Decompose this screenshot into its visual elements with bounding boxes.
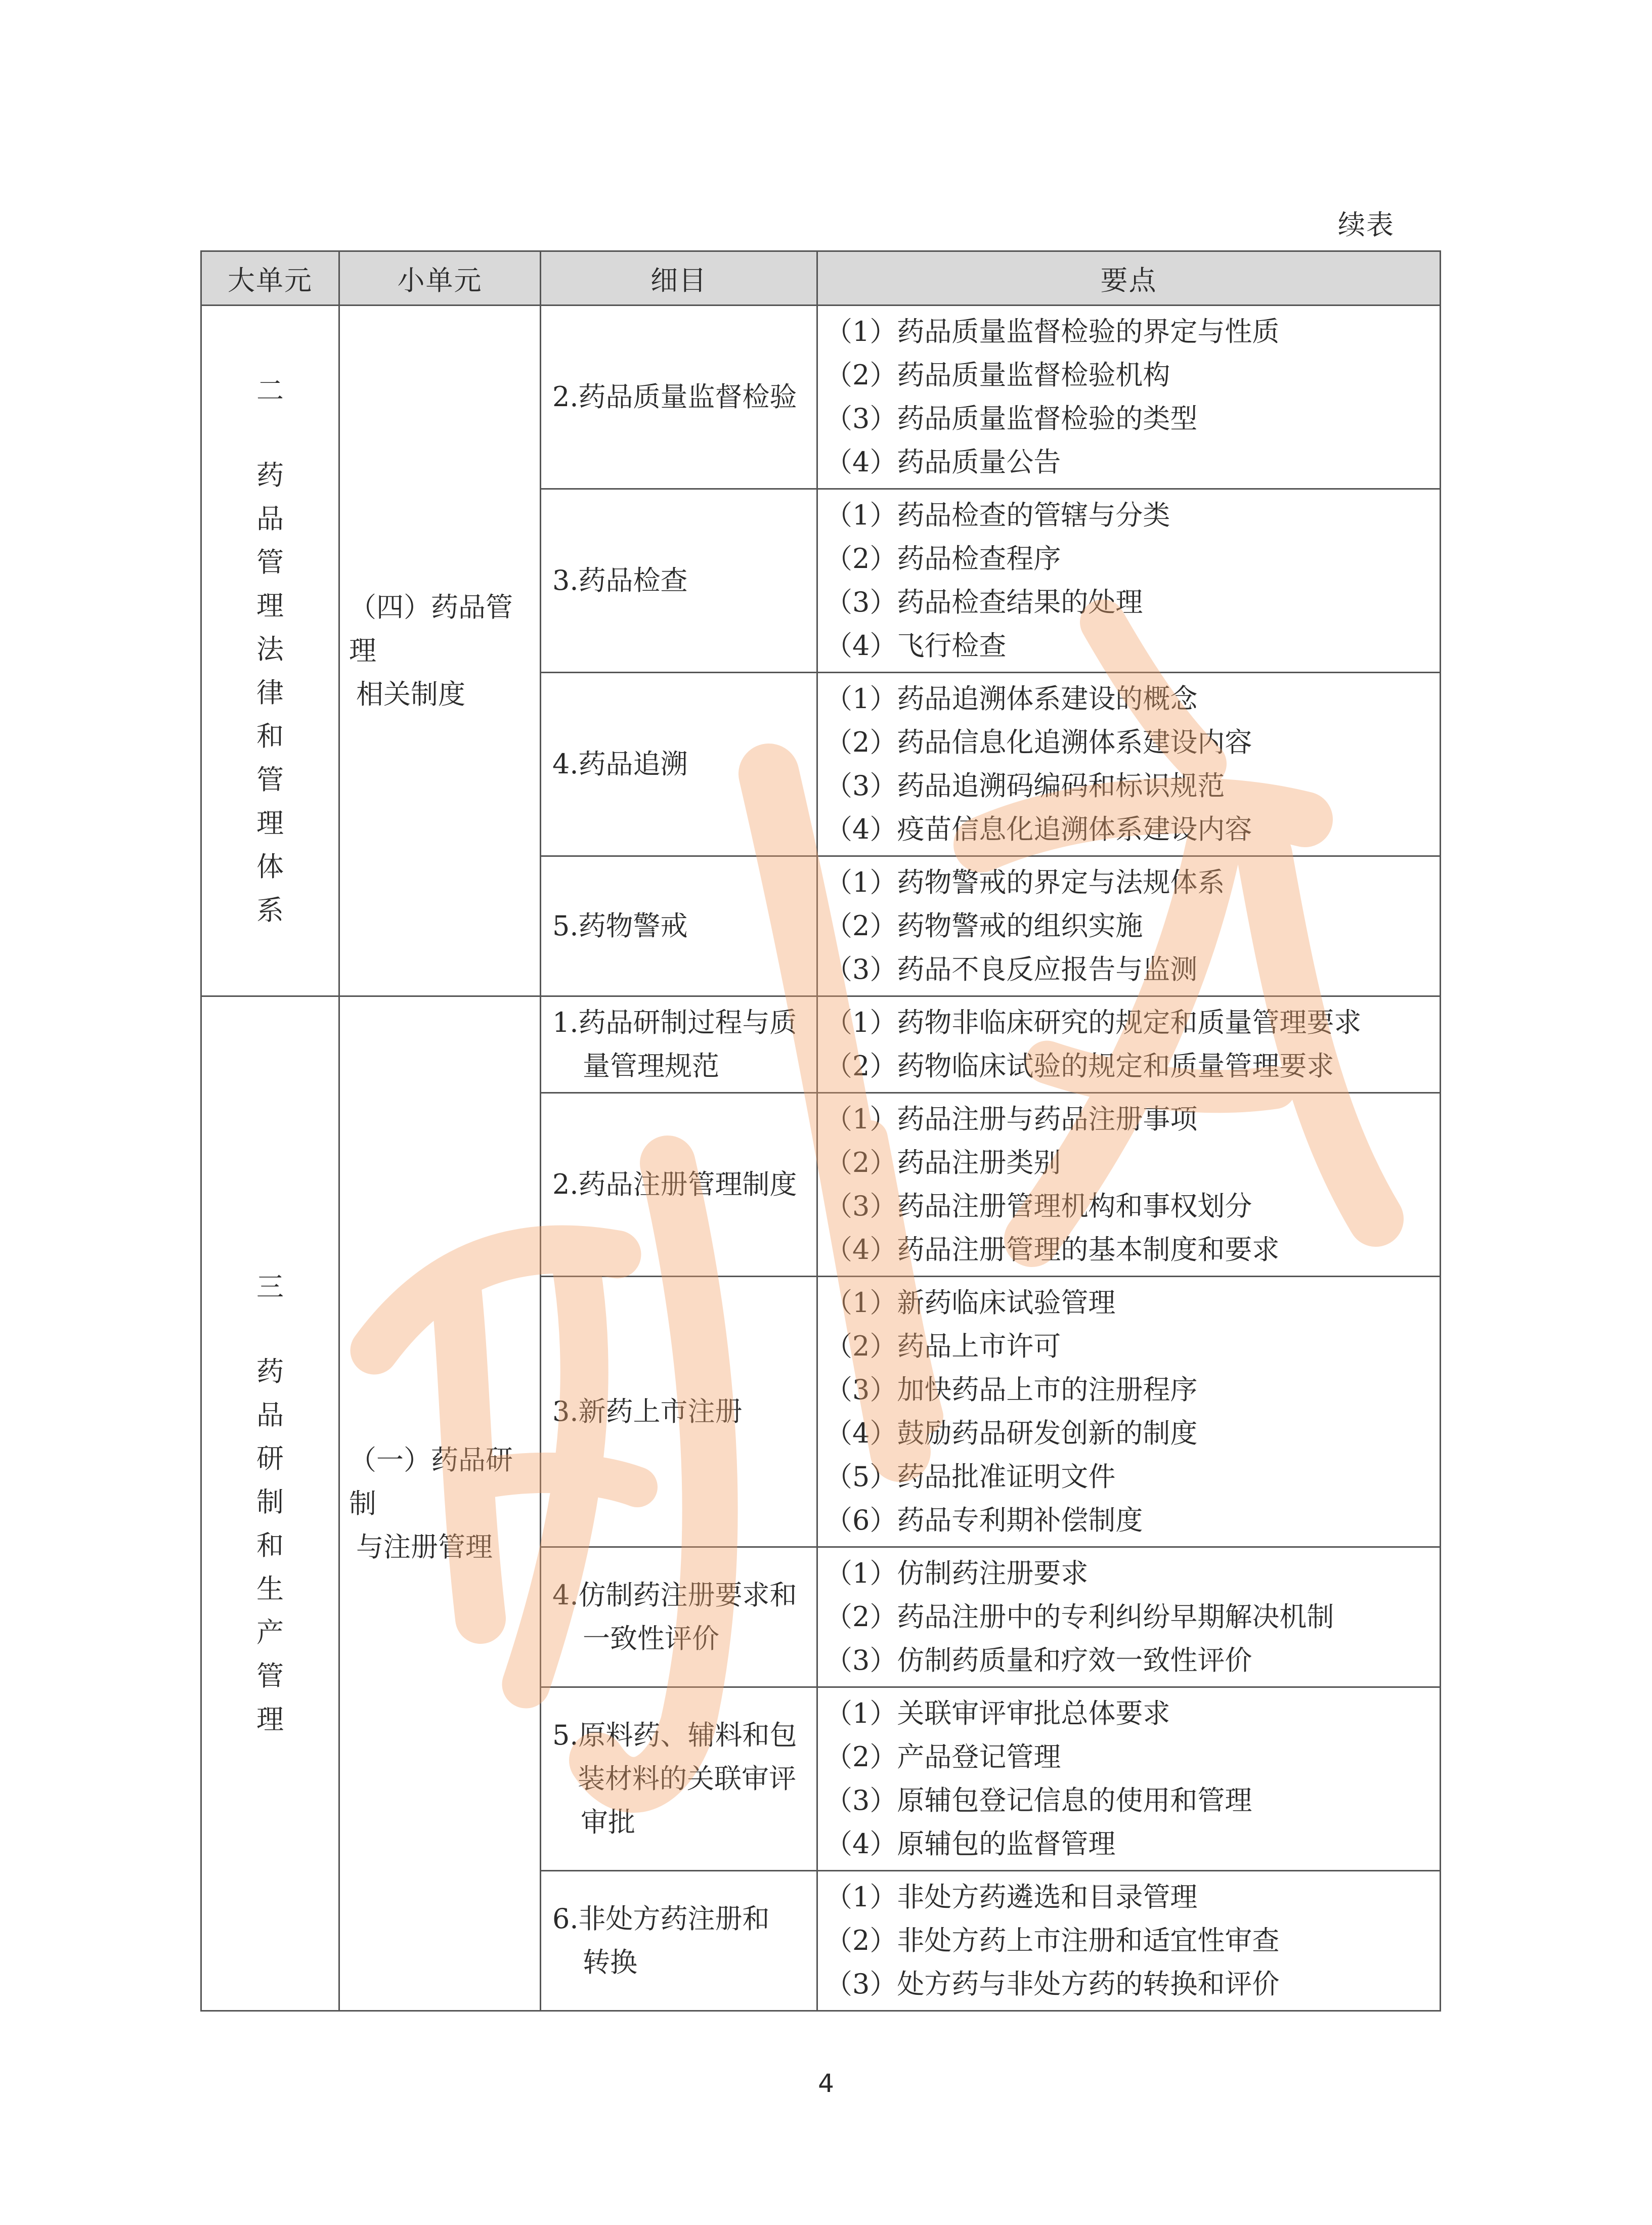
major-title-char: 律: [256, 677, 284, 709]
point-entry: （3）仿制药质量和疗效一致性评价: [825, 1644, 1252, 1676]
major-unit-title: [202, 1350, 338, 1741]
item-cell: [541, 489, 817, 673]
item-line: 5.药物警戒: [552, 910, 688, 942]
major-title-char: 法: [256, 633, 284, 665]
major-title-char: 制: [256, 1486, 284, 1518]
point-entry: （1）非处方药遴选和目录管理: [825, 1881, 1198, 1913]
major-unit-number: 二: [256, 375, 284, 407]
item-line: 3.药品检查: [552, 564, 688, 596]
point-entry: （3）处方药与非处方药的转换和评价: [825, 1968, 1280, 2000]
header-key-points: 要点: [817, 251, 1441, 306]
minor-unit-line: 相关制度: [356, 678, 465, 710]
point-entry: （2）药品信息化追溯体系建设内容: [825, 726, 1252, 758]
major-unit-cell: [201, 996, 339, 2011]
major-title-char: 管: [256, 1660, 284, 1692]
point-entry: （4）药品质量公告: [825, 446, 1061, 478]
item-line: 一致性评价: [583, 1623, 719, 1654]
major-title-char: 和: [256, 720, 284, 752]
minor-unit-cell: [339, 306, 541, 996]
item-line: 审批: [581, 1806, 635, 1838]
points-cell: [817, 1547, 1441, 1687]
item-line: 转换: [583, 1946, 637, 1978]
point-entry: （3）药品追溯码编码和标识规范: [825, 770, 1225, 802]
item-cell: [541, 1871, 817, 2011]
major-title-char: 管: [256, 546, 284, 578]
point-entry: （2）药品检查程序: [825, 543, 1061, 575]
minor-unit-line: 与注册管理: [356, 1531, 493, 1563]
item-line: 4.仿制药注册要求和: [552, 1579, 797, 1611]
item-cell: [541, 856, 817, 996]
header-minor-unit: 小单元: [339, 251, 541, 306]
item-cell: [541, 1093, 817, 1277]
item-cell: [541, 996, 817, 1093]
point-entry: （2）药品质量监督检验机构: [825, 359, 1170, 391]
point-entry: （3）药品不良反应报告与监测: [825, 953, 1198, 985]
point-entry: （5）药品批准证明文件: [825, 1461, 1116, 1493]
point-entry: （1）药品追溯体系建设的概念: [825, 683, 1198, 715]
point-entry: （4）原辅包的监督管理: [825, 1828, 1116, 1860]
point-entry: （3）药品检查结果的处理: [825, 586, 1143, 618]
table-header-row: [201, 251, 1441, 306]
major-unit-title: [202, 454, 338, 932]
item-cell: [541, 1277, 817, 1547]
points-cell: [817, 1277, 1441, 1547]
item-cell: [541, 1547, 817, 1687]
point-entry: （4）飞行检查: [825, 630, 1007, 662]
point-entry: （2）非处方药上市注册和适宜性审查: [825, 1925, 1280, 1956]
minor-unit-line: （四）药品管理: [349, 591, 513, 667]
table-row: [201, 306, 1441, 489]
points-cell: [817, 856, 1441, 996]
major-title-char: 研: [256, 1443, 284, 1474]
item-line: 装材料的关联审评: [578, 1763, 796, 1795]
major-title-char: 系: [256, 894, 284, 926]
point-entry: （2）药品上市许可: [825, 1330, 1061, 1362]
point-entry: （1）药物非临床研究的规定和质量管理要求: [825, 1007, 1362, 1038]
point-entry: （1）药品质量监督检验的界定与性质: [825, 316, 1280, 347]
major-title-char: 药: [256, 459, 284, 491]
point-entry: （1）药品检查的管辖与分类: [825, 499, 1170, 531]
page-number: 4: [818, 2069, 834, 2098]
points-cell: [817, 1871, 1441, 2011]
header-major-unit: 大单元: [201, 251, 339, 306]
item-line: 1.药品研制过程与质: [552, 1007, 797, 1038]
point-entry: （4）药品注册管理的基本制度和要求: [825, 1234, 1280, 1266]
points-cell: [817, 306, 1441, 489]
major-title-char: 生: [256, 1573, 284, 1605]
point-entry: （1）药品注册与药品注册事项: [825, 1103, 1198, 1135]
major-title-char: 药: [256, 1356, 284, 1387]
header-item: 细目: [541, 251, 817, 306]
point-entry: （2）药物警戒的组织实施: [825, 910, 1143, 942]
major-unit-cell: [201, 306, 339, 996]
major-title-char: 体: [256, 851, 284, 883]
table-row: [201, 996, 1441, 1093]
major-title-char: 产: [256, 1617, 284, 1648]
points-cell: [817, 996, 1441, 1093]
points-cell: [817, 1093, 1441, 1277]
point-entry: （3）原辅包登记信息的使用和管理: [825, 1784, 1252, 1816]
item-line: 3.新药上市注册: [552, 1395, 743, 1427]
major-title-char: 品: [256, 1399, 284, 1431]
point-entry: （3）加快药品上市的注册程序: [825, 1374, 1198, 1406]
item-line: 量管理规范: [583, 1050, 719, 1082]
points-cell: [817, 1687, 1441, 1871]
major-title-char: 管: [256, 764, 284, 796]
item-line: 4.药品追溯: [552, 748, 688, 780]
point-entry: （2）药物临床试验的规定和质量管理要求: [825, 1050, 1334, 1082]
major-title-char: 理: [256, 1704, 284, 1735]
point-entry: （1）药物警戒的界定与法规体系: [825, 866, 1225, 898]
syllabus-table: [200, 250, 1441, 2012]
major-unit-number: 三: [256, 1271, 284, 1303]
points-cell: [817, 489, 1441, 673]
major-title-char: 和: [256, 1530, 284, 1561]
point-entry: （4）鼓励药品研发创新的制度: [825, 1417, 1198, 1449]
major-title-char: 理: [256, 590, 284, 622]
item-line: 5.原料药、辅料和包: [552, 1719, 797, 1751]
item-cell: [541, 306, 817, 489]
point-entry: （6）药品专利期补偿制度: [825, 1504, 1143, 1536]
point-entry: （2）药品注册类别: [825, 1147, 1061, 1179]
point-entry: （1）仿制药注册要求: [825, 1557, 1089, 1589]
minor-unit-line: （一）药品研制: [349, 1444, 513, 1519]
point-entry: （2）药品注册中的专利纠纷早期解决机制: [825, 1601, 1334, 1633]
point-entry: （3）药品质量监督检验的类型: [825, 403, 1198, 434]
point-entry: （3）药品注册管理机构和事权划分: [825, 1190, 1252, 1222]
point-entry: （4）疫苗信息化追溯体系建设内容: [825, 813, 1252, 845]
point-entry: （1）关联审评审批总体要求: [825, 1697, 1170, 1729]
point-entry: （2）产品登记管理: [825, 1741, 1061, 1773]
major-title-char: 品: [256, 503, 284, 535]
minor-unit-cell: [339, 996, 541, 2011]
item-line: 6.非处方药注册和: [552, 1903, 770, 1935]
item-line: 2.药品注册管理制度: [552, 1168, 797, 1200]
continued-label: 续表: [1338, 209, 1395, 241]
points-cell: [817, 673, 1441, 856]
point-entry: （1）新药临床试验管理: [825, 1287, 1116, 1319]
major-title-char: 理: [256, 807, 284, 839]
item-cell: [541, 1687, 817, 1871]
item-line: 2.药品质量监督检验: [552, 381, 797, 413]
item-cell: [541, 673, 817, 856]
